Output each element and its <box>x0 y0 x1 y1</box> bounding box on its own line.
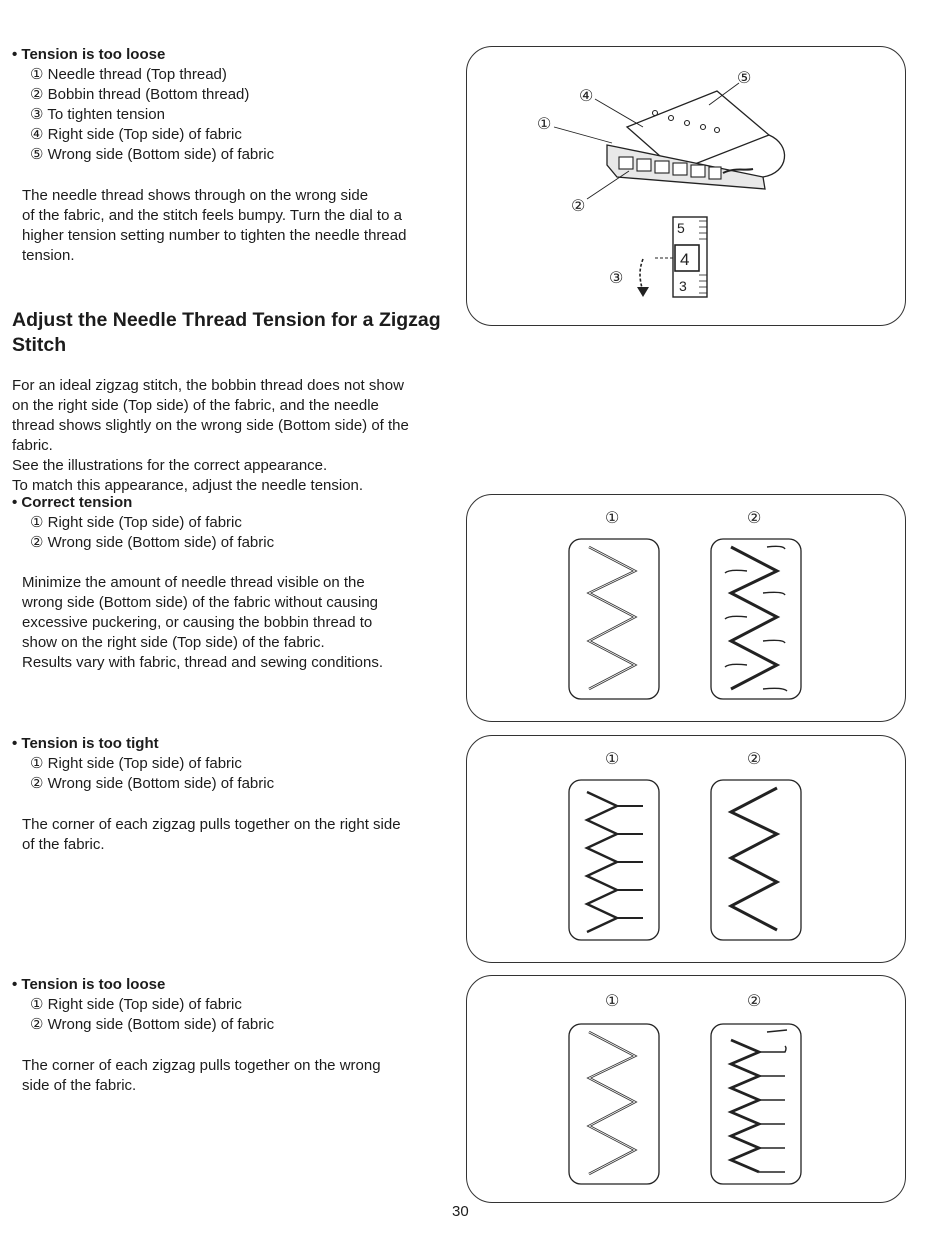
tight-tension-illustration <box>467 736 905 962</box>
tension-dial <box>655 217 707 297</box>
heading-line: Stitch <box>12 334 67 356</box>
legend-item: ① Right side (Top side) of fabric <box>30 514 242 531</box>
legend-item: ① Right side (Top side) of fabric <box>30 996 242 1013</box>
loose-tension-illustration <box>467 976 905 1202</box>
callout-1: ① <box>605 510 620 527</box>
callout-2: ② <box>747 751 762 768</box>
fabric-dial-illustration <box>467 47 905 325</box>
callout-5: ⑤ <box>737 70 752 87</box>
fabric-fold <box>763 135 785 177</box>
legend-item: ① Needle thread (Top thread) <box>30 66 227 83</box>
dial-number-top: 5 <box>677 220 685 236</box>
paragraph-line: The corner of each zigzag pulls together on the wrong <box>22 1057 381 1074</box>
callout-2: ② <box>747 993 762 1010</box>
page-number: 30 <box>452 1203 469 1220</box>
paragraph-line: of the fabric. <box>22 836 105 853</box>
paragraph-line: For an ideal zigzag stitch, the bobbin thread does not show <box>12 377 404 394</box>
legend-item: ② Bobbin thread (Bottom thread) <box>30 86 250 103</box>
dial-number-bottom: 3 <box>679 278 687 294</box>
legend-item: ⑤ Wrong side (Bottom side) of fabric <box>30 146 275 163</box>
figure-thread-tension-dial <box>466 46 906 326</box>
callout-4: ④ <box>579 88 594 105</box>
figure-tension-too-loose <box>466 975 906 1203</box>
paragraph-line: See the illustrations for the correct appearance. <box>12 457 328 474</box>
paragraph-line: show on the right side (Top side) of the fabric. <box>22 634 325 651</box>
callout-2: ② <box>747 510 762 527</box>
callout-3: ③ <box>609 270 624 287</box>
rotate-arrow-icon <box>637 259 649 297</box>
section-title: • Correct tension <box>12 494 133 511</box>
section-title: • Tension is too tight <box>12 735 159 752</box>
dial-number-current: 4 <box>680 250 690 269</box>
figure-correct-tension <box>466 494 906 722</box>
figure-tension-too-tight <box>466 735 906 963</box>
paragraph-line: The corner of each zigzag pulls together on the right side <box>22 816 401 833</box>
callout-1: ① <box>605 751 620 768</box>
paragraph-line: of the fabric, and the stitch feels bumpy. Turn the dial to a <box>22 207 402 224</box>
legend-item: ② Wrong side (Bottom side) of fabric <box>30 534 275 551</box>
paragraph-line: fabric. <box>12 437 53 454</box>
paragraph-line: thread shows slightly on the wrong side (Bottom side) of the <box>12 417 409 434</box>
paragraph-line: tension. <box>22 247 75 264</box>
section-title: • Tension is too loose <box>12 46 166 63</box>
swatch-wrong-side <box>711 1024 801 1184</box>
callout-2: ② <box>571 198 586 215</box>
callout-1: ① <box>605 993 620 1010</box>
legend-item: ④ Right side (Top side) of fabric <box>30 126 242 143</box>
paragraph-line: Results vary with fabric, thread and sewing conditions. <box>22 654 384 671</box>
legend-item: ③ To tighten tension <box>30 106 165 123</box>
paragraph-line: excessive puckering, or causing the bobbin thread to <box>22 614 373 631</box>
correct-tension-illustration <box>467 495 905 721</box>
swatch-wrong-side <box>711 780 801 940</box>
paragraph-line: wrong side (Bottom side) of the fabric without causing <box>22 594 379 611</box>
paragraph-line: on the right side (Top side) of the fabric, and the needle <box>12 397 379 414</box>
legend-item: ② Wrong side (Bottom side) of fabric <box>30 775 275 792</box>
section-title: • Tension is too loose <box>12 976 166 993</box>
callout-1: ① <box>537 116 552 133</box>
paragraph-line: side of the fabric. <box>22 1077 137 1094</box>
legend-item: ① Right side (Top side) of fabric <box>30 755 242 772</box>
paragraph-line: To match this appearance, adjust the needle tension. <box>12 477 364 494</box>
paragraph-line: The needle thread shows through on the wrong side <box>22 187 369 204</box>
legend-item: ② Wrong side (Bottom side) of fabric <box>30 1016 275 1033</box>
paragraph-line: Minimize the amount of needle thread visible on the <box>22 574 365 591</box>
paragraph-line: higher tension setting number to tighten the needle thread <box>22 227 407 244</box>
heading-line: Adjust the Needle Thread Tension for a Zigzag <box>12 309 441 331</box>
